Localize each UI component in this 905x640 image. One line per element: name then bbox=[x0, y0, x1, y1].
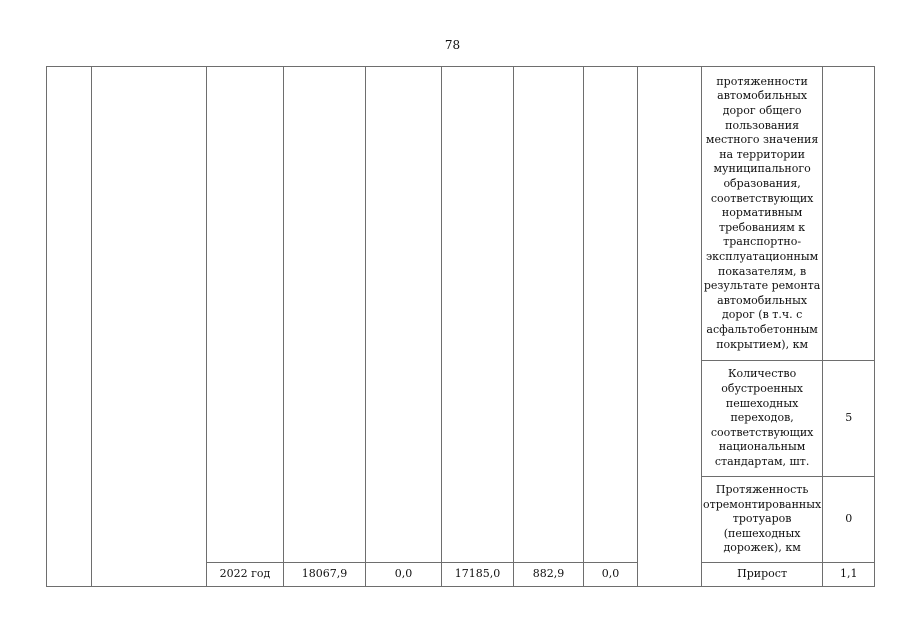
cell-source-5 bbox=[584, 67, 638, 563]
indicator-name: протяженности автомобильных дорог общего пользования местного значения на территории муниципального образования, соответствующих нормативным требованиям к транспортно-эксплуатационным показателям, в результате ремонта автомобильных дорог (в т.ч. с асфальтобетонным покрытием), км bbox=[702, 67, 823, 361]
cell-source-4-value: 882,9 bbox=[514, 563, 584, 587]
page-number: 78 bbox=[444, 38, 461, 52]
indicator-value: 5 bbox=[823, 361, 875, 477]
table-row bbox=[47, 67, 875, 361]
cell-event-name bbox=[92, 67, 207, 587]
cell-source-3 bbox=[442, 67, 514, 563]
indicator-name: Прирост bbox=[702, 563, 823, 587]
cell-source-2-value: 0,0 bbox=[366, 563, 442, 587]
indicator-value: 1,1 bbox=[823, 563, 875, 587]
cell-total bbox=[284, 67, 366, 563]
cell-period bbox=[207, 67, 284, 563]
cell-executor bbox=[638, 67, 702, 587]
cell-total-value: 18067,9 bbox=[284, 563, 366, 587]
cell-source-4 bbox=[514, 67, 584, 563]
cell-year: 2022 год bbox=[207, 563, 284, 587]
indicator-value bbox=[823, 67, 875, 361]
cell-source-5-value: 0,0 bbox=[584, 563, 638, 587]
cell-source-2 bbox=[366, 67, 442, 563]
cell-number bbox=[47, 67, 92, 587]
indicator-value: 0 bbox=[823, 477, 875, 563]
indicator-name: Протяженность отремонтированных тротуаров (пешеходных дорожек), км bbox=[702, 477, 823, 563]
program-table bbox=[46, 66, 875, 587]
indicator-name: Количество обустроенных пешеходных переходов, соответствующих национальным стандартам, шт. bbox=[702, 361, 823, 477]
cell-source-3-value: 17185,0 bbox=[442, 563, 514, 587]
